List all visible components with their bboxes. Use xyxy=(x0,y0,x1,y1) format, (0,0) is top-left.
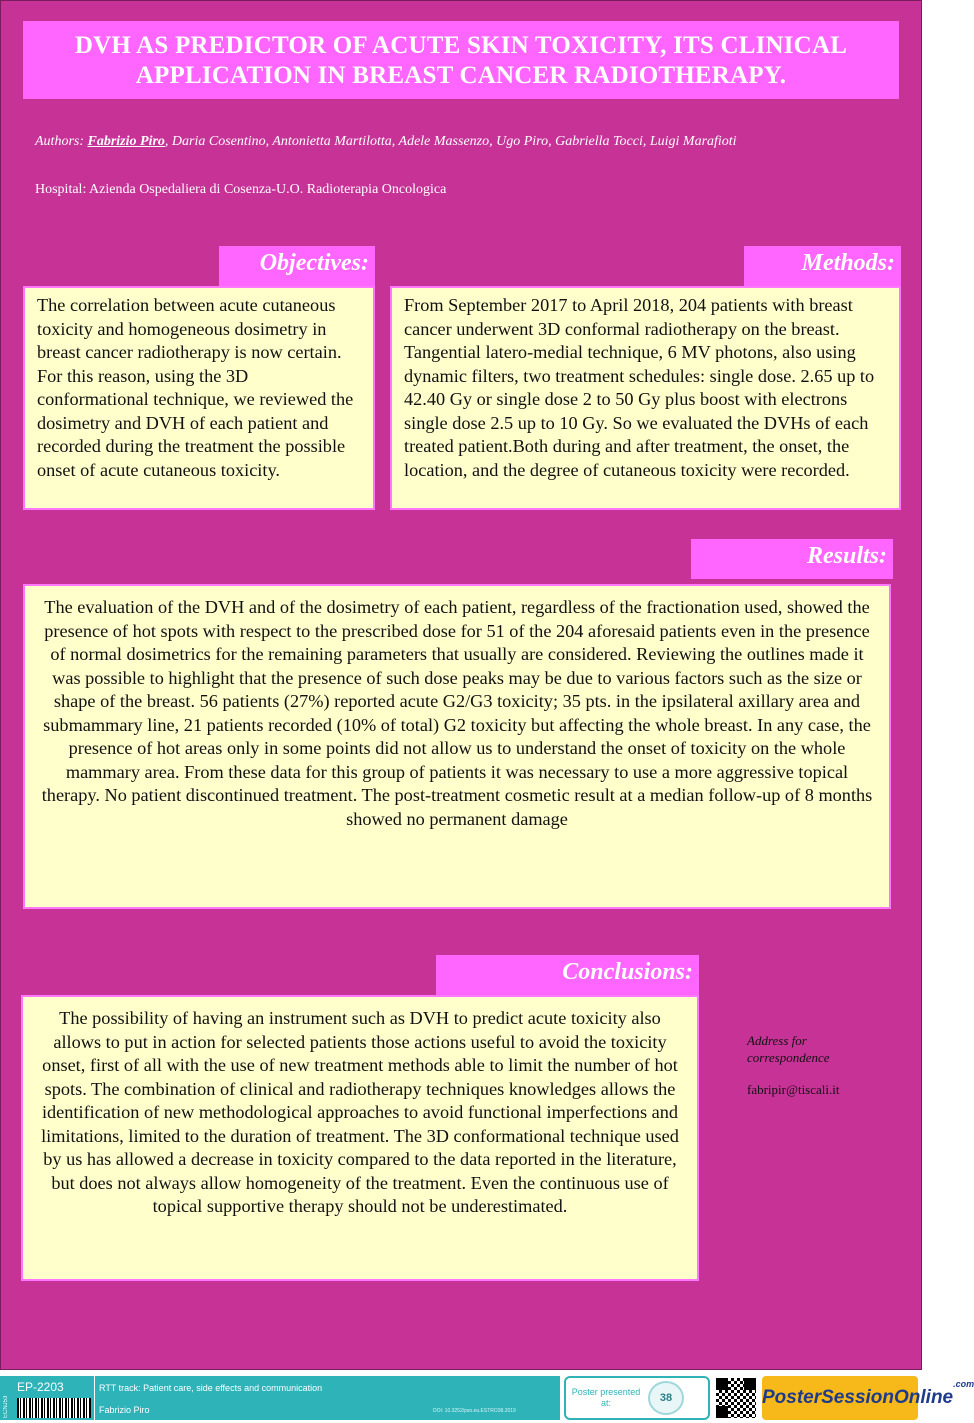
objectives-heading: Objectives: xyxy=(219,246,375,286)
barcode-icon xyxy=(17,1398,91,1418)
authors-line xyxy=(35,134,737,150)
poster-session-online-logo[interactable] xyxy=(762,1376,974,1420)
footer-id-block xyxy=(0,1376,94,1420)
conclusions-heading: Conclusions: xyxy=(436,955,699,995)
footer-doi[interactable]: DOI: 10.3252/pso.eu.ESTRO38.2019 xyxy=(433,1408,516,1414)
methods-heading: Methods: xyxy=(744,246,901,286)
footer-track: RTT track: Patient care, side effects and communication xyxy=(99,1383,323,1393)
methods-box: From September 2017 to April 2018, 204 patients with breast cancer underwent 3D conformal radiotherapy on the breast. Tangential latero-medial technique, 6 MV photons, also using dynamic filters, two treatment schedules: single dose. 2.65 up to 42.40 Gy or single dose 2 to 50 Gy plus boost with electrons single dose 2.5 up to 10 Gy. So we evaluated the DVHs of each treated patient.Both during and after treatment, the onset, the location, and the degree of cutaneous toxicity were recorded. xyxy=(390,286,901,510)
congress-logo-icon: 38 xyxy=(648,1381,684,1415)
objectives-box: The correlation between acute cutaneous toxicity and homogeneous dosimetry in breast cancer radiotherapy is now certain. For this reason, using the 3D conformational technique, we reviewed the dosimetry and DVH of each patient and recorded during the treatment the possible onset of acute cutaneous toxicity. xyxy=(23,286,375,510)
presented-at-label: Poster presented at: xyxy=(571,1387,641,1408)
brand-name: PosterSessionOnline xyxy=(762,1387,954,1408)
presented-at-block xyxy=(564,1376,710,1420)
conclusions-box: The possibility of having an instrument such as DVH to predict acute toxicity also allows to put in action for selected patients those actions useful to avoid the toxicity onset, first of all with the use of new treatment methods able to limit the number of hot spots. The combination of clinical and radiotherapy techniques knowledges allows the identification of new methodological approaches to avoid functional imperfections and limitations, limited to the duration of treatment. The 3D conformational technique used by us has allowed a decrease in toxicity compared to the data reported in the literature, but does not always allow homogeneity of the treatment. Even the continuous use of topical supportive therapy should not be underestimated. xyxy=(21,995,699,1281)
other-authors: , Daria Cosentino, Antonietta Martilotta, Adele Massenzo, Ugo Piro, Gabriella Tocci, Luigi Marafioti xyxy=(164,134,737,149)
results-box: The evaluation of the DVH and of the dosimetry of each patient, regardless of the fractionation used, showed the presence of hot spots with respect to the prescribed dose for 51 of the 204 aforesaid patients even in the presence of normal dosimetrics for the remaining parameters that usually are considered. Reviewing the outlines made it was possible to highlight that the presence of such dose peaks may be due to various factors such as the size or shape of the breast. 56 patients (27%) reported acute G2/G3 toxicity; 35 pts. in the ipsilateral axillary area and submammary line, 21 patients recorded (10% of total) G2 toxicity but affecting the whole breast. In any case, the presence of hot areas only in some points did not allow us to understand the onset of toxicity on the whole mammary area. From these data for this group of patients it was necessary to use a more aggressive topical therapy. No patient discontinued treatment. The post-treatment cosmetic result at a median follow-up of 8 months showed no permanent damage xyxy=(23,584,891,909)
correspondence-label: Address for correspondence xyxy=(747,1033,830,1065)
footer-bar xyxy=(0,1373,974,1423)
footer-author: Fabrizio Piro xyxy=(99,1405,150,1415)
authors-label: Authors: xyxy=(35,134,88,149)
footer-vertical-code: ECNJ53 xyxy=(3,1395,9,1418)
first-author: Fabrizio Piro xyxy=(87,134,165,149)
footer-info-block xyxy=(95,1376,560,1420)
hospital-line: Hospital: Azienda Ospedaliera di Cosenza-U.O. Radioterapia Oncologica xyxy=(35,182,447,197)
brand-suffix: .com xyxy=(953,1379,974,1389)
correspondence-email[interactable]: fabripir@tiscali.it xyxy=(747,1082,840,1097)
poster-code: EP-2203 xyxy=(17,1380,64,1394)
qr-code-icon[interactable] xyxy=(716,1378,756,1418)
results-heading: Results: xyxy=(691,539,893,579)
poster-title: DVH AS PREDICTOR OF ACUTE SKIN TOXICITY, ITS CLINICAL APPLICATION IN BREAST CANCER RADIOTHERAPY. xyxy=(23,21,899,99)
